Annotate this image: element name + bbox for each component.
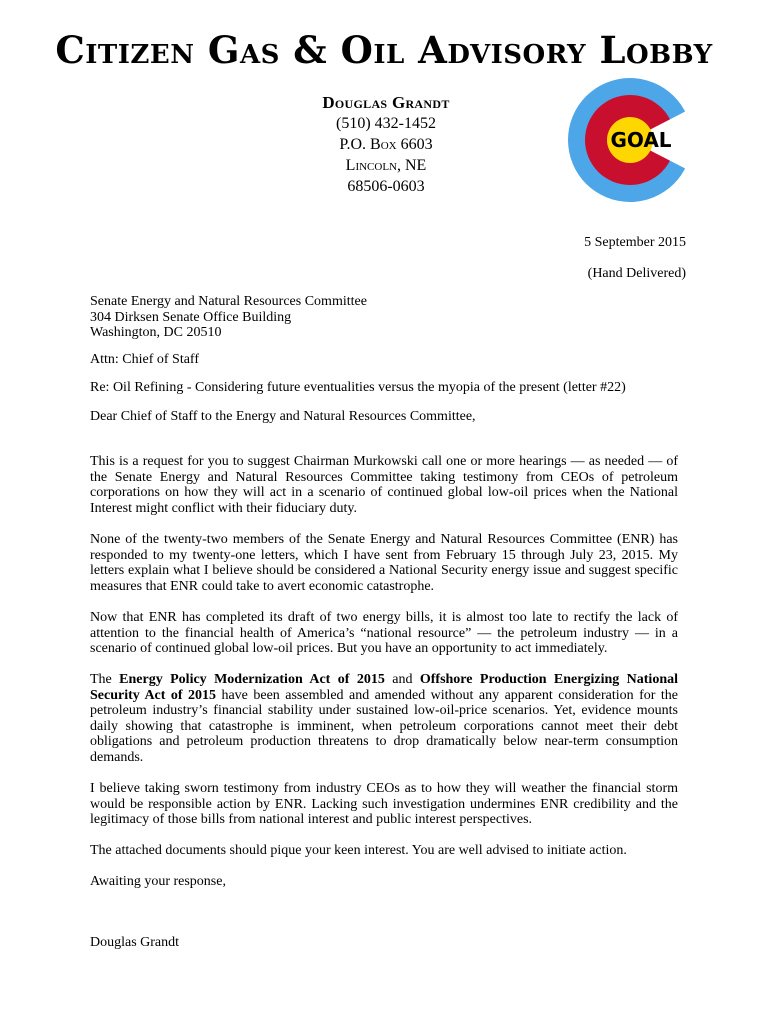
contact-phone: (510) 432-1452 [336,115,436,132]
p4-intro: The [90,672,120,687]
letter-date: 5 September 2015 [584,235,686,250]
salutation: Dear Chief of Staff to the Energy and Natural Resources Committee, [90,409,476,424]
contact-zip: 68506-0603 [347,178,425,195]
bill-name-1: Energy Policy Modernization Act of 2015 [119,672,385,687]
paragraph-5: I believe taking sworn testimony from industry CEOs as to how they will weather the financial storm would be responsible action by ENR. Lacking such investigation undermines ENR credibility and the legitimacy of those bills from national interest and public interest perspectives. [90,781,678,827]
contact-city: Lincoln, NE [345,157,427,174]
signature: Douglas Grandt [90,935,180,950]
re-line: Re: Oil Refining - Considering future eventualities versus the myopia of the present (letter #22) [90,380,626,395]
attn-line: Attn: Chief of Staff [90,352,200,367]
contact-block [268,92,504,197]
paragraph-4 [90,672,678,765]
contact-name: Douglas Grandt [322,93,450,112]
address-line: Senate Energy and Natural Resources Committee [90,294,367,309]
address-line: 304 Dirksen Senate Office Building [90,309,292,325]
paragraph-2: None of the twenty-two members of the Senate Energy and Natural Resources Committee (ENR) has responded to my twenty-one letters, which I have sent from February 15 through July 23, 2015. My letters explain what I believe should be considered a National Security energy issue and suggest specific measures that ENR could take to avert economic catastrophe. [90,532,678,594]
letterhead-title: Citizen Gas & Oil Advisory Lobby [55,28,713,72]
paragraph-1: This is a request for you to suggest Chairman Murkowski call one or more hearings — as needed — of the Senate Energy and Natural Resources Committee taking testimony from CEOs of petroleum corporations on how they will act in a scenario of continued global low-oil prices when the National Interest might conflict with their fiduciary duty. [90,454,678,516]
p4-rest: have been assembled and amended without any apparent consideration for the petroleum industry’s financial stability under sustained low-oil-price scenarios. Yet, evidence mounts daily showing that catastrophe is imminent, when petroleum corporations cannot meet their debt obligations and petroleum production threatens to drop dramatically below near-term consumption demands. [90,687,678,765]
bill-name-2: Offshore Production Energizing National Security Act of 2015 [90,672,678,703]
p4-and: and [384,672,420,687]
paragraph-6: The attached documents should pique your keen interest. You are well advised to initiate action. [90,843,627,858]
closing: Awaiting your response, [90,874,226,889]
delivery-note: (Hand Delivered) [587,266,686,281]
address-line: Washington, DC 20510 [90,325,222,340]
recipient-address [90,294,678,341]
contact-po-box: P.O. Box 6603 [339,136,433,153]
paragraph-3: Now that ENR has completed its draft of two energy bills, it is almost too late to rectify the lack of attention to the financial health of America’s “national resource” — the petroleum industry — in a scenario of continued global low-oil prices. But you have an opportunity to act immediately. [90,610,678,656]
goal-logo [568,78,692,202]
logo-text: GOAL [610,128,672,152]
